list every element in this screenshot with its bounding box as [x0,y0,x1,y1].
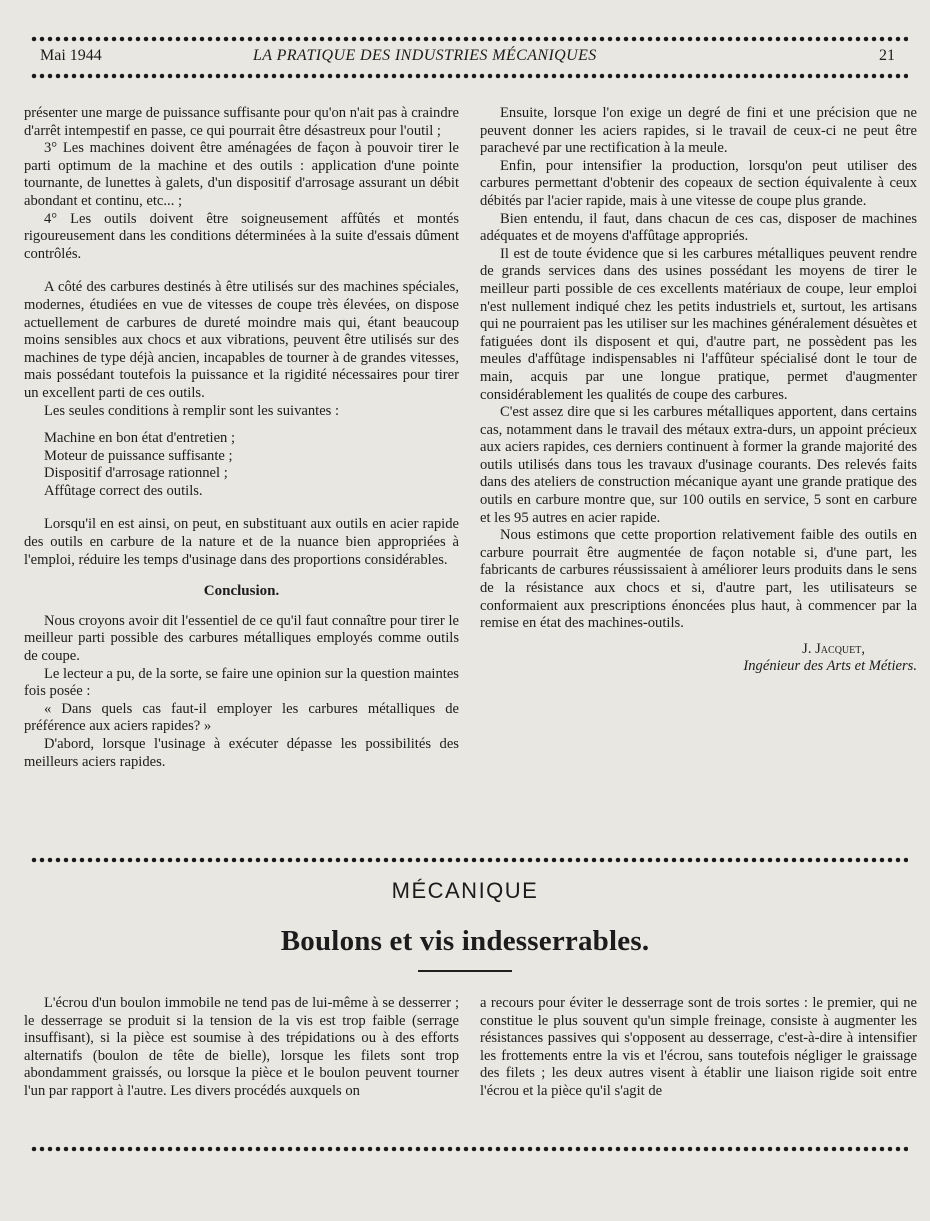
paragraph: présenter une marge de puissance suffisante pour qu'on n'ait pas à craindre d'arrêt intempestif en passe, ce qui pourrait être désastreux pour l'outil ; [24,105,459,139]
left-column [24,105,459,771]
paragraph: D'abord, lorsque l'usinage à exécuter dépasse les possibilités des meilleurs aciers rapides. [24,736,459,770]
author-signature [480,641,917,676]
paragraph: A côté des carbures destinés à être utilisés sur des machines spéciales, modernes, étudiées en vue de vitesses de coupe très élevées, on dispose actuellement de carbures de dureté moindre mais qui, étant beaucoup moins sensibles aux chocs et aux vibrations, peuvent être utilisés sur des machines de type déjà ancien, incapables de tourner à de grandes vitesses, mais possédant toutefois la puissance et la rigidité nécessaires pour tirer un excellent parti de ces outils. [24,279,459,401]
right-column [480,105,917,676]
paragraph: Enfin, pour intensifier la production, lorsqu'on peut utiliser des carbures permettant d'obtenir des copeaux de section équivalente à ceux débités par l'acier rapide, mais à une vitesse de coupe plus grande. [480,157,917,209]
paragraph: Lorsqu'il en est ainsi, on peut, en substituant aux outils en acier rapide des outils en carbure de la nature et de la nuance bien appropriées à l'emploi, réduire les temps d'usinage dans des proportions considérables. [24,516,459,568]
paragraph: a recours pour éviter le desserrage sont de trois sortes : le premier, qui ne constitue le plus souvent qu'un simple freinage, consiste à augmenter les résistances passives qui s'opposent au desserrage, c'est-à-dire à intensifier les frottements entre la vis et l'écrou, sans toutefois négliger le graissage des filets ; les deux autres visent à établir une liaison rigide soit entre l'écrou et la pièce qu'il s'agit de [480,995,917,1099]
top-dotted-rule [30,36,908,42]
article-right-column [480,995,917,1101]
author-name: J. Jacquet, [802,640,865,657]
condition-item: Affûtage correct des outils. [44,482,203,499]
title-underline [418,970,512,972]
section-label: MÉCANIQUE [391,878,539,903]
condition-item: Machine en bon état d'entretien ; [44,430,236,447]
header-journal-title: LA PRATIQUE DES INDUSTRIES MÉCANIQUES [253,47,597,64]
article-left-column [24,995,459,1101]
page-header [40,47,895,69]
paragraph: Les seules conditions à remplir sont les suivantes : [44,402,340,419]
header-bottom-dotted-rule [30,73,908,79]
paragraph: Ensuite, lorsque l'on exige un degré de fini et une précision que ne peuvent donner les aciers rapides, si le travail de ceux-ci ne peut être parachevé par une rectification à la meule. [480,105,917,157]
header-date: Mai 1944 [40,47,102,64]
conclusion-heading: Conclusion. [203,583,280,600]
paragraph: L'écrou d'un boulon immobile ne tend pas de lui-même à se desserrer ; le desserrage se produit si la tension de la vis est trop faible (serrage insuffisant), si la pièce est soumise à des trépidations ou à des efforts alternatifs (boulon de tête de bielle), lorsque les filets sont trop abondamment graissés, ou lorsque la pièce et le boulon peuvent tourner l'un par rapport à l'autre. Les divers procédés auxquels on [24,995,459,1099]
paragraph: 4° Les outils doivent être soigneusement affûtés et montés rigoureusement dans les conditions déterminées à la suite d'essais dûment contrôlés. [24,210,459,262]
section-dotted-rule [30,857,908,863]
paragraph: Le lecteur a pu, de la sorte, se faire une opinion sur la question maintes fois posée : [24,665,459,700]
paragraph: « Dans quels cas faut-il employer les carbures métalliques de préférence aux aciers rapides? » [24,700,459,735]
paragraph: C'est assez dire que si les carbures métalliques apportent, dans certains cas, notamment dans le travail des métaux extra-durs, un appoint précieux aux aciers rapides, ces derniers continuent à former la grande majorité des outils utilisés dans tous les travaux d'usinage courants. Des relevés faits dans des ateliers de construction mécanique ayant une grande pratique des outils en carbure montre que, sur 100 outils en service, 5 sont en carbure et les 95 autres en acier rapide. [480,404,917,526]
paragraph: Nous estimons que cette proportion relativement faible des outils en carbure pourrait être augmentée de façon notable si, d'une part, les fabricants de carbures réussissaient à améliorer leurs produits dans le sens de la résistance aux chocs et si, d'autre part, les utilisateurs se conformaient aux prescriptions énoncées plus haut, à commencer par la remise en état des machines-outils. [480,527,917,632]
article-title: Boulons et vis indesserrables. [280,925,650,957]
author-title: Ingénieur des Arts et Métiers. [743,658,917,675]
condition-item: Moteur de puissance suffisante ; [44,447,233,464]
condition-item: Dispositif d'arrosage rationnel ; [44,465,228,482]
paragraph: Nous croyons avoir dit l'essentiel de ce qu'il faut connaître pour tirer le meilleur parti possible des carbures métalliques employés comme outils de coupe. [24,612,459,665]
bottom-dotted-rule [30,1146,908,1152]
paragraph: 3° Les machines doivent être aménagées de façon à pouvoir tirer le parti optimum de la machine et des outils : application d'une pointe tournante, de lunettes à galets, d'un dispositif d'arrosage assurant un débit abondant et continu, etc... ; [24,140,459,209]
header-page-number: 21 [879,47,895,64]
paragraph: Il est de toute évidence que si les carbures métalliques peuvent rendre de grands services dans des usines possédant les moyens de tirer le meilleur parti possible de ces excellents matériaux de coupe, leur emploi n'est nullement indiqué chez les petits industriels et, surtout, les artisans qui ne pourraient pas les utiliser sur les machines généralement désuètes et fatiguées dont ils disposent et qui, d'autre part, ne possèdent pas les meules d'affûtage indispensables ni l'affûteur spécialisé dont le tour de main, acquis par une longue pratique, permet d'augmenter considérablement les qualités de coupe des carbures. [480,245,917,403]
paragraph: Bien entendu, il faut, dans chacun de ces cas, disposer de machines adéquates et de moyens d'affûtage appropriés. [480,210,917,245]
